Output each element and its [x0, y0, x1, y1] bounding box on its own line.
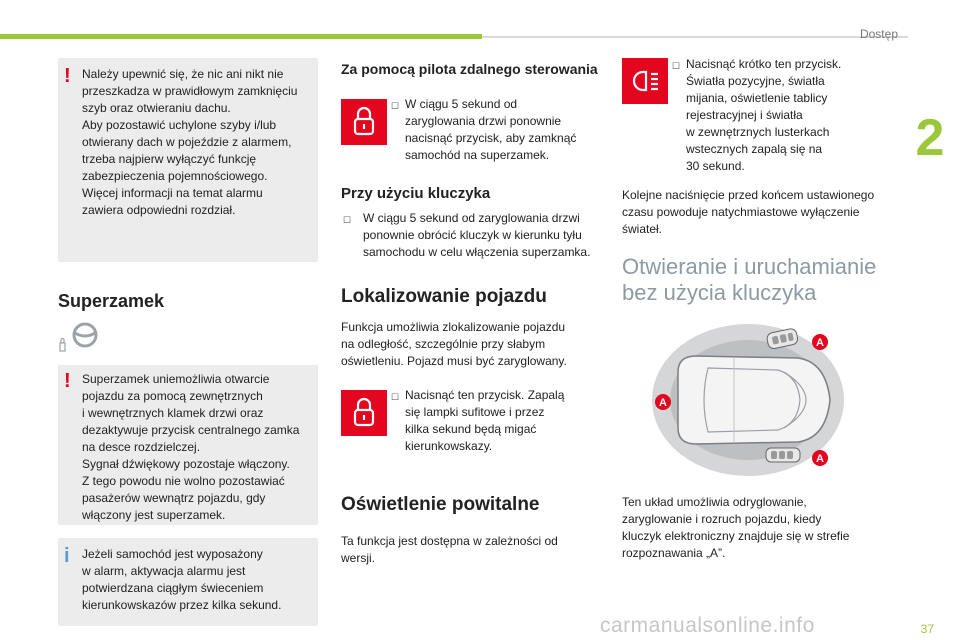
text-line: rozpoznawania „A”. — [622, 546, 726, 560]
kluczyk-heading: Przy użyciu kluczyka — [341, 185, 491, 202]
text-line: się lampki sufitowe i przez — [405, 405, 545, 419]
warning-line: dezaktywuje przycisk centralnego zamka — [82, 423, 300, 437]
zone-marker-icon — [812, 450, 828, 466]
lock-button-icon — [341, 99, 387, 145]
section-title: Dostęp — [859, 27, 898, 41]
text-line: samochodu w celu włączenia superzamka. — [363, 245, 591, 259]
text-line: Ta funkcja jest dostępna w zależności od — [341, 534, 558, 548]
kolejne-paragraph — [622, 187, 890, 238]
text-line: kluczyk elektroniczny znajduje się w strefie — [622, 529, 850, 543]
text-line: Ten układ umożliwia odryglowanie, — [622, 495, 807, 509]
pilot-lock-instruction — [341, 99, 605, 164]
info-line: w alarm, aktywacja alarmu jest — [82, 564, 246, 578]
lokalizowanie-heading: Lokalizowanie pojazdu — [341, 286, 547, 307]
superzamek-heading: Superzamek — [58, 291, 165, 311]
lokalizowanie-instruction — [341, 390, 605, 455]
warning-line: przeszkadza w prawidłowym zamknięciu — [82, 84, 298, 98]
text-line: rejestracyjnej i światła — [686, 108, 803, 122]
text-line: 30 sekund. — [686, 159, 745, 173]
column-middle — [341, 58, 605, 567]
warning-line: na desce rozdzielczej. — [82, 440, 201, 454]
checkbox-bullet-icon: ☐ — [343, 215, 352, 225]
warning-line: trzeba najpierw wyłączyć funkcję — [82, 152, 257, 166]
checkbox-bullet-icon: ☐ — [672, 61, 681, 71]
steering-wheel-icon — [58, 321, 114, 357]
text-line: Kolejne naciśnięcie przed końcem ustawionego — [622, 188, 875, 202]
watermark: carmanualsonline.info — [600, 614, 815, 637]
warning-line: Należy upewnić się, że nic ani nikt nie — [82, 67, 284, 81]
chapter-number: 2 — [915, 109, 945, 167]
oswietlenie-paragraph — [341, 533, 605, 567]
warning-line: Sygnał dźwiękowy pozostaje włączony. — [82, 457, 290, 471]
warning-line: Aby pozostawić uchylone szyby i/lub — [82, 118, 277, 132]
warning-line: otwierany dach w pojeździe z alarmem, — [82, 135, 292, 149]
keyless-zone-illustration — [648, 320, 848, 480]
warning-line: Superzamek uniemożliwia otwarcie — [82, 372, 270, 386]
column-right — [622, 58, 890, 562]
text-line: Nacisnąć krótko ten przycisk. — [686, 57, 842, 71]
lock-button-icon — [341, 390, 387, 436]
warning-line: włączony jest superzamek. — [82, 508, 226, 522]
text-line: W ciągu 5 sekund od zaryglowania drzwi — [363, 211, 580, 225]
info-box-alarm — [58, 538, 318, 626]
text-line: kilka sekund będą migać — [405, 422, 537, 436]
warning-line: zawiera odpowiedni rozdział. — [82, 203, 236, 217]
text-line: Nacisnąć ten przycisk. Zapalą — [405, 388, 565, 402]
text-line: ponownie obrócić kluczyk w kierunku tyłu — [363, 228, 582, 242]
warning-line: pasażerów wewnątrz pojazdu, gdy — [82, 491, 266, 505]
info-line: potwierdzana ciągłym świeceniem — [82, 581, 264, 595]
checkbox-bullet-icon: ☐ — [391, 392, 400, 402]
heading-line: Otwieranie i uruchamianie — [622, 254, 877, 279]
text-line: świateł. — [622, 222, 663, 236]
zone-marker-label: A — [816, 337, 824, 349]
warning-icon: ! — [64, 65, 71, 87]
headlight-button-icon — [622, 58, 668, 104]
heading-line: bez użycia kluczyka — [622, 280, 817, 305]
text-line: wersji. — [341, 551, 376, 565]
header-rule — [482, 36, 908, 38]
zone-marker-icon — [655, 394, 671, 410]
info-line: Jeżeli samochód jest wyposażony — [82, 547, 263, 561]
zone-marker-icon — [812, 334, 828, 350]
warning-line: zabezpieczenia pojemnościowego. — [82, 169, 268, 183]
lokalizowanie-paragraph — [341, 319, 605, 370]
lights-text — [668, 56, 841, 175]
column-left — [58, 58, 318, 626]
text-line: zaryglowania drzwi ponownie — [405, 114, 562, 128]
checkbox-bullet-icon: ☐ — [391, 101, 400, 111]
keyless-heading — [622, 254, 890, 306]
zone-marker-label: A — [659, 397, 667, 409]
warning-box-superzamek — [58, 365, 318, 525]
header-accent-bar — [0, 34, 482, 39]
text-line: oświetleniu. Pojazd musi być zaryglowany. — [341, 354, 567, 368]
warning-line: pojazdu za pomocą zewnętrznych — [82, 389, 263, 403]
text-line: na odległość, szczególnie przy słabym — [341, 337, 546, 351]
warning-line: Z tego powodu nie wolno pozostawiać — [82, 474, 285, 488]
warning-line: szyb oraz otwieraniu dachu. — [82, 101, 231, 115]
text-line: Funkcja umożliwia zlokalizowanie pojazdu — [341, 320, 566, 334]
text-line: W ciągu 5 sekund od — [405, 97, 518, 111]
text-line: samochód na superzamek. — [405, 148, 550, 162]
lights-instruction — [622, 58, 890, 175]
text-line: czasu powoduje natychmiastowe wyłączenie — [622, 205, 860, 219]
zone-marker-label: A — [816, 453, 824, 465]
lokalizowanie-btn-text — [387, 387, 564, 455]
text-line: Światła pozycyjne, światła — [686, 74, 825, 88]
text-line: w zewnętrznych lusterkach — [686, 125, 830, 139]
warning-box-windows — [58, 58, 318, 262]
kluczyk-text — [341, 210, 605, 261]
text-line: wstecznych zapalą się na — [686, 142, 823, 156]
text-line: kierunkowskazy. — [405, 439, 493, 453]
warning-line: Więcej informacji na temat alarmu — [82, 186, 263, 200]
oswietlenie-heading: Oświetlenie powitalne — [341, 494, 540, 515]
warning-line: i wewnętrznych klamek drzwi oraz — [82, 406, 264, 420]
pilot-heading: Za pomocą pilota zdalnego sterowania — [341, 61, 598, 77]
info-line: kierunkowskazów przez kilka sekund. — [82, 598, 282, 612]
text-line: nacisnąć przycisk, aby zamknąć — [405, 131, 577, 145]
warning-icon: ! — [64, 370, 71, 392]
text-line: mijania, oświetlenie tablicy — [686, 91, 828, 105]
info-icon: i — [64, 545, 70, 567]
page-number: 37 — [920, 622, 934, 636]
keyless-paragraph — [622, 494, 890, 562]
pilot-lock-text — [387, 96, 576, 164]
text-line: zaryglowanie i rozruch pojazdu, kiedy — [622, 512, 822, 526]
